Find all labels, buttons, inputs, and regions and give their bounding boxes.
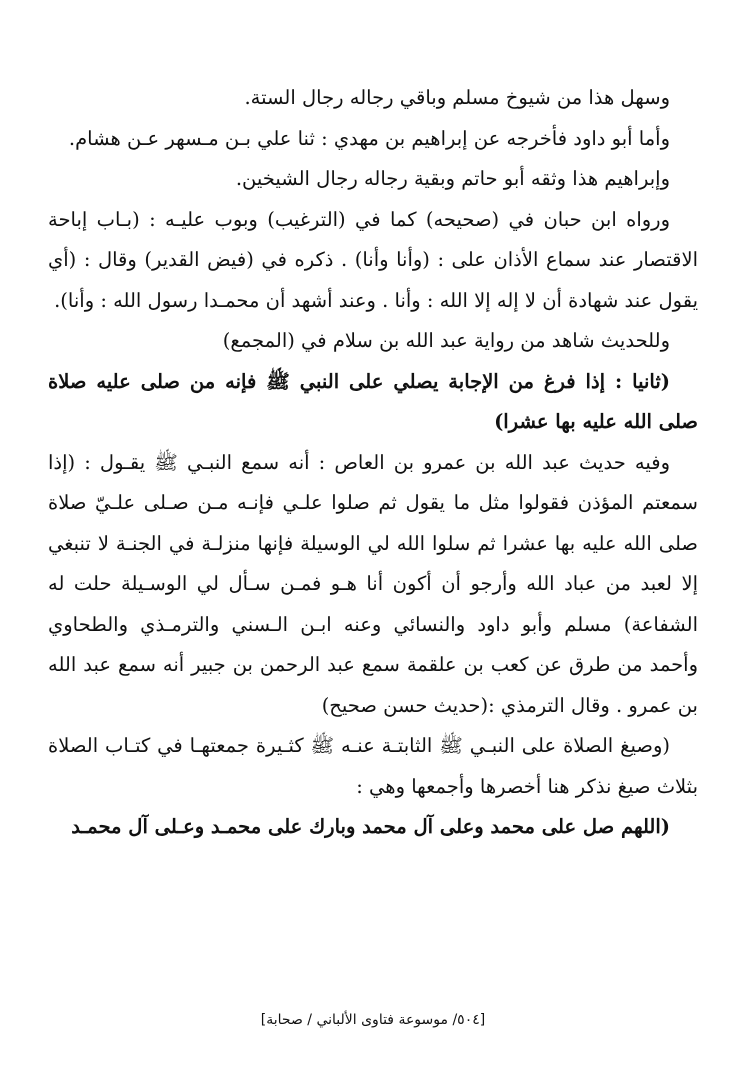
document-body [48,78,698,848]
paragraph-8: (وصيغ الصلاة على النبـي ﷺ الثابتـة عنـه ﷺ كثـيرة جمعتهـا في كتـاب الصلاة بثلاث صيغ نذكر هنا أخصرها وأجمعها وهي : [48,734,698,798]
paragraph-2: وأما أبو داود فأخرجه عن إبراهيم بن مهدي : ثنا علي بـن مـسهر عـن هشام. [68,126,670,150]
page-footer: [٥٠٤/ موسوعة فتاوى الألباني / صحابة] [260,1012,486,1028]
paragraph-4: ورواه ابن حبان في (صحيحه) كما في (الترغيب) وبوب عليـه : (بـاب إباحة الاقتصار عند سماع الأذان على : (وأنا وأنا) . ذكره في (فيض القدير) وقال : (أي يقول عند شهادة أن لا إله إلا الله : وأنا . وعند أشهد أن محمـدا رسول الله : وأنا). [48,207,698,312]
paragraph-7: وفيه حديث عبد الله بن عمرو بن العاص : أنه سمع النبـي ﷺ يقـول : (إذا سمعتم المؤذن فقولوا مثل ما يقول ثم صلوا علـي فإنـه مـن صـلى علـيّ صلاة صلى الله عليه بها عشرا ثم سلوا الله لي الوسيلة فإنها منزلـة في الجنـة لا تنبغي إلا لعبد من عباد الله وأرجو أن أكون أنا هـو فمـن سـأل لي الوسـيلة حلت له الشفاعة) مسلم وأبو داود والنسائي وعنه ابـن الـسني والترمـذي والطحاوي وأحمد من طرق عن كعب بن علقمة سمع عبد الرحمن بن جبير أنه سمع عبد الله بن عمرو . وقال الترمذي :(حديث حسن صحيح) [48,450,698,717]
paragraph-1: وسهل هذا من شيوخ مسلم وباقي رجاله رجال الستة. [244,86,670,109]
paragraph-3: وإبراهيم هذا وثقه أبو حاتم وبقية رجاله رجال الشيخين. [235,167,670,190]
paragraph-9: (اللهم صل على محمد وعلى آل محمد وبارك على محمـد وعـلى آل محمـد [71,815,670,838]
paragraph-5: وللحديث شاهد من رواية عبد الله بن سلام في (المجمع) [222,329,670,352]
paragraph-6: (ثانيا : إذا فرغ من الإجابة يصلي على النبي ﷺ فإنه من صلى عليه صلاة صلى الله عليه بها عشرا) [48,369,698,433]
